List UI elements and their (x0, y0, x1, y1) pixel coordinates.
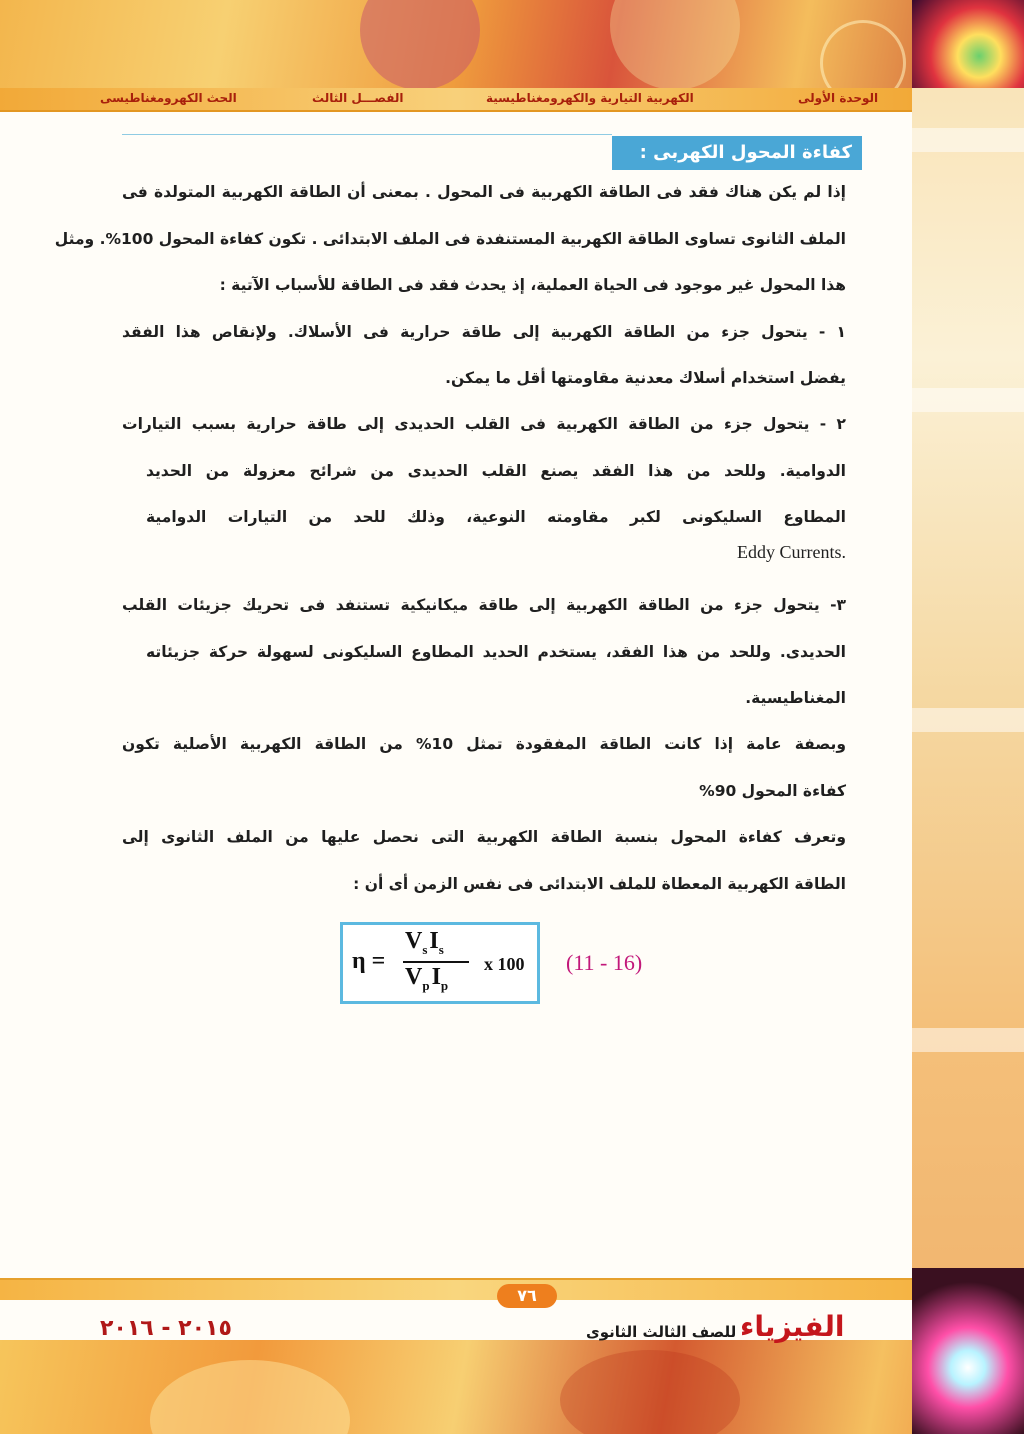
banner-circle (610, 0, 740, 90)
list-item-line: ٣- يتحول جزء من الطاقة الكهربية إلى طاقة ميكانيكية تستنفد فى تحريك جزيئات القلب (122, 596, 846, 614)
section-title: كفاءة المحول الكهربى : (612, 136, 862, 170)
header-chapter-title: الحث الكهرومغناطيسى (100, 91, 237, 105)
numerator-v-sub: s (422, 941, 428, 957)
list-item-line: ١ - يتحول جزء من الطاقة الكهربية إلى طاقة حرارية فى الأسلاك. ولإنقاص هذا الفقد (122, 323, 846, 341)
list-item-line: المغناطيسية. (745, 689, 846, 707)
denominator-v: V (405, 964, 423, 990)
paragraph-line: وبصفة عامة إذا كانت الطاقة المفقودة تمثل 10% من الطاقة الكهربية الأصلية تكون (122, 735, 846, 753)
list-item-line: ٢ - يتحول جزء من الطاقة الكهربية فى القلب الحديدى إلى طاقة حرارية بسبب التيارات (122, 415, 846, 433)
column-stripe (912, 708, 1024, 732)
column-stripe (912, 388, 1024, 412)
paragraph-line: وتعرف كفاءة المحول بنسبة الطاقة الكهربية التى نحصل عليها من الملف الثانوى إلى (122, 828, 846, 846)
book-subtitle: للصف الثالث الثانوى (586, 1323, 737, 1341)
formula-numerator (405, 928, 444, 958)
page-number: ٧٦ (497, 1284, 557, 1308)
denominator-i: I (431, 964, 441, 990)
list-item-line (146, 542, 846, 563)
paragraph-line: كفاءة المحول 90% (699, 782, 846, 800)
equation-number: (11 - 16) (566, 950, 643, 975)
title-rule (122, 134, 612, 135)
paragraph-line: هذا المحول غير موجود فى الحياة العملية، إذ يحدث فقد فى الطاقة للأسباب الآتية : (219, 276, 846, 294)
denominator-v-sub: p (422, 977, 430, 993)
eddy-currents-term: Eddy Currents. (737, 542, 846, 562)
top-decorative-banner (0, 0, 1024, 88)
paragraph-line: الطاقة الكهربية المعطاة للملف الابتدائى فى نفس الزمن أى أن : (353, 875, 846, 893)
column-stripe (912, 1028, 1024, 1052)
right-decorative-column (912, 88, 1024, 1434)
school-year: ٢٠١٥ - ٢٠١٦ (100, 1316, 232, 1341)
list-item-line: الدوامية. وللحد من هذا الفقد يصنع القلب الحديدى من شرائح معزولة من الحديد (146, 462, 846, 480)
numerator-i-sub: s (438, 941, 444, 957)
list-item-line: يفضل استخدام أسلاك معدنية مقاومتها أقل ما يمكن. (445, 369, 846, 387)
denominator-i-sub: p (440, 977, 449, 993)
list-item-line: الحديدى. وللحد من هذا الفقد، يستخدم الحديد المطاوع السليكونى لسهولة حركة جزيئاته (146, 643, 846, 661)
formula-denominator (405, 964, 448, 994)
bottom-band (0, 1278, 912, 1300)
paragraph-line: إذا لم يكن هناك فقد فى الطاقة الكهربية فى المحول . بمعنى أن الطاقة الكهربية المتولدة فى (122, 183, 846, 201)
formula-lhs: η = (352, 948, 386, 974)
banner-circle (360, 0, 480, 90)
book-title: الفيزياء (740, 1310, 845, 1343)
column-stripe (912, 128, 1024, 152)
paragraph-line: الملف الثانوى تساوى الطاقة الكهربية المستنفدة فى الملف الابتدائى . تكون كفاءة المحول 100%. ومثل (54, 230, 846, 248)
list-item-line: المطاوع السليكونى لكبر مقاومته النوعية، وذلك للحد من التيارات الدوامية (146, 508, 846, 526)
header-unit-title: الكهربية التيارية والكهرومغناطيسية (486, 91, 694, 105)
numerator-v: V (405, 928, 423, 954)
header-unit: الوحدة الأولى (798, 91, 879, 105)
bottom-corner-art (912, 1268, 1024, 1434)
bottom-art-blob (560, 1350, 740, 1434)
fraction-bar (403, 961, 469, 963)
bottom-art-blob (150, 1360, 350, 1434)
header-chapter: الفصـــل الثالث (312, 91, 404, 105)
numerator-i: I (429, 928, 439, 954)
bottom-decorative-art (0, 1340, 1024, 1434)
formula-multiplier: x 100 (484, 954, 525, 974)
